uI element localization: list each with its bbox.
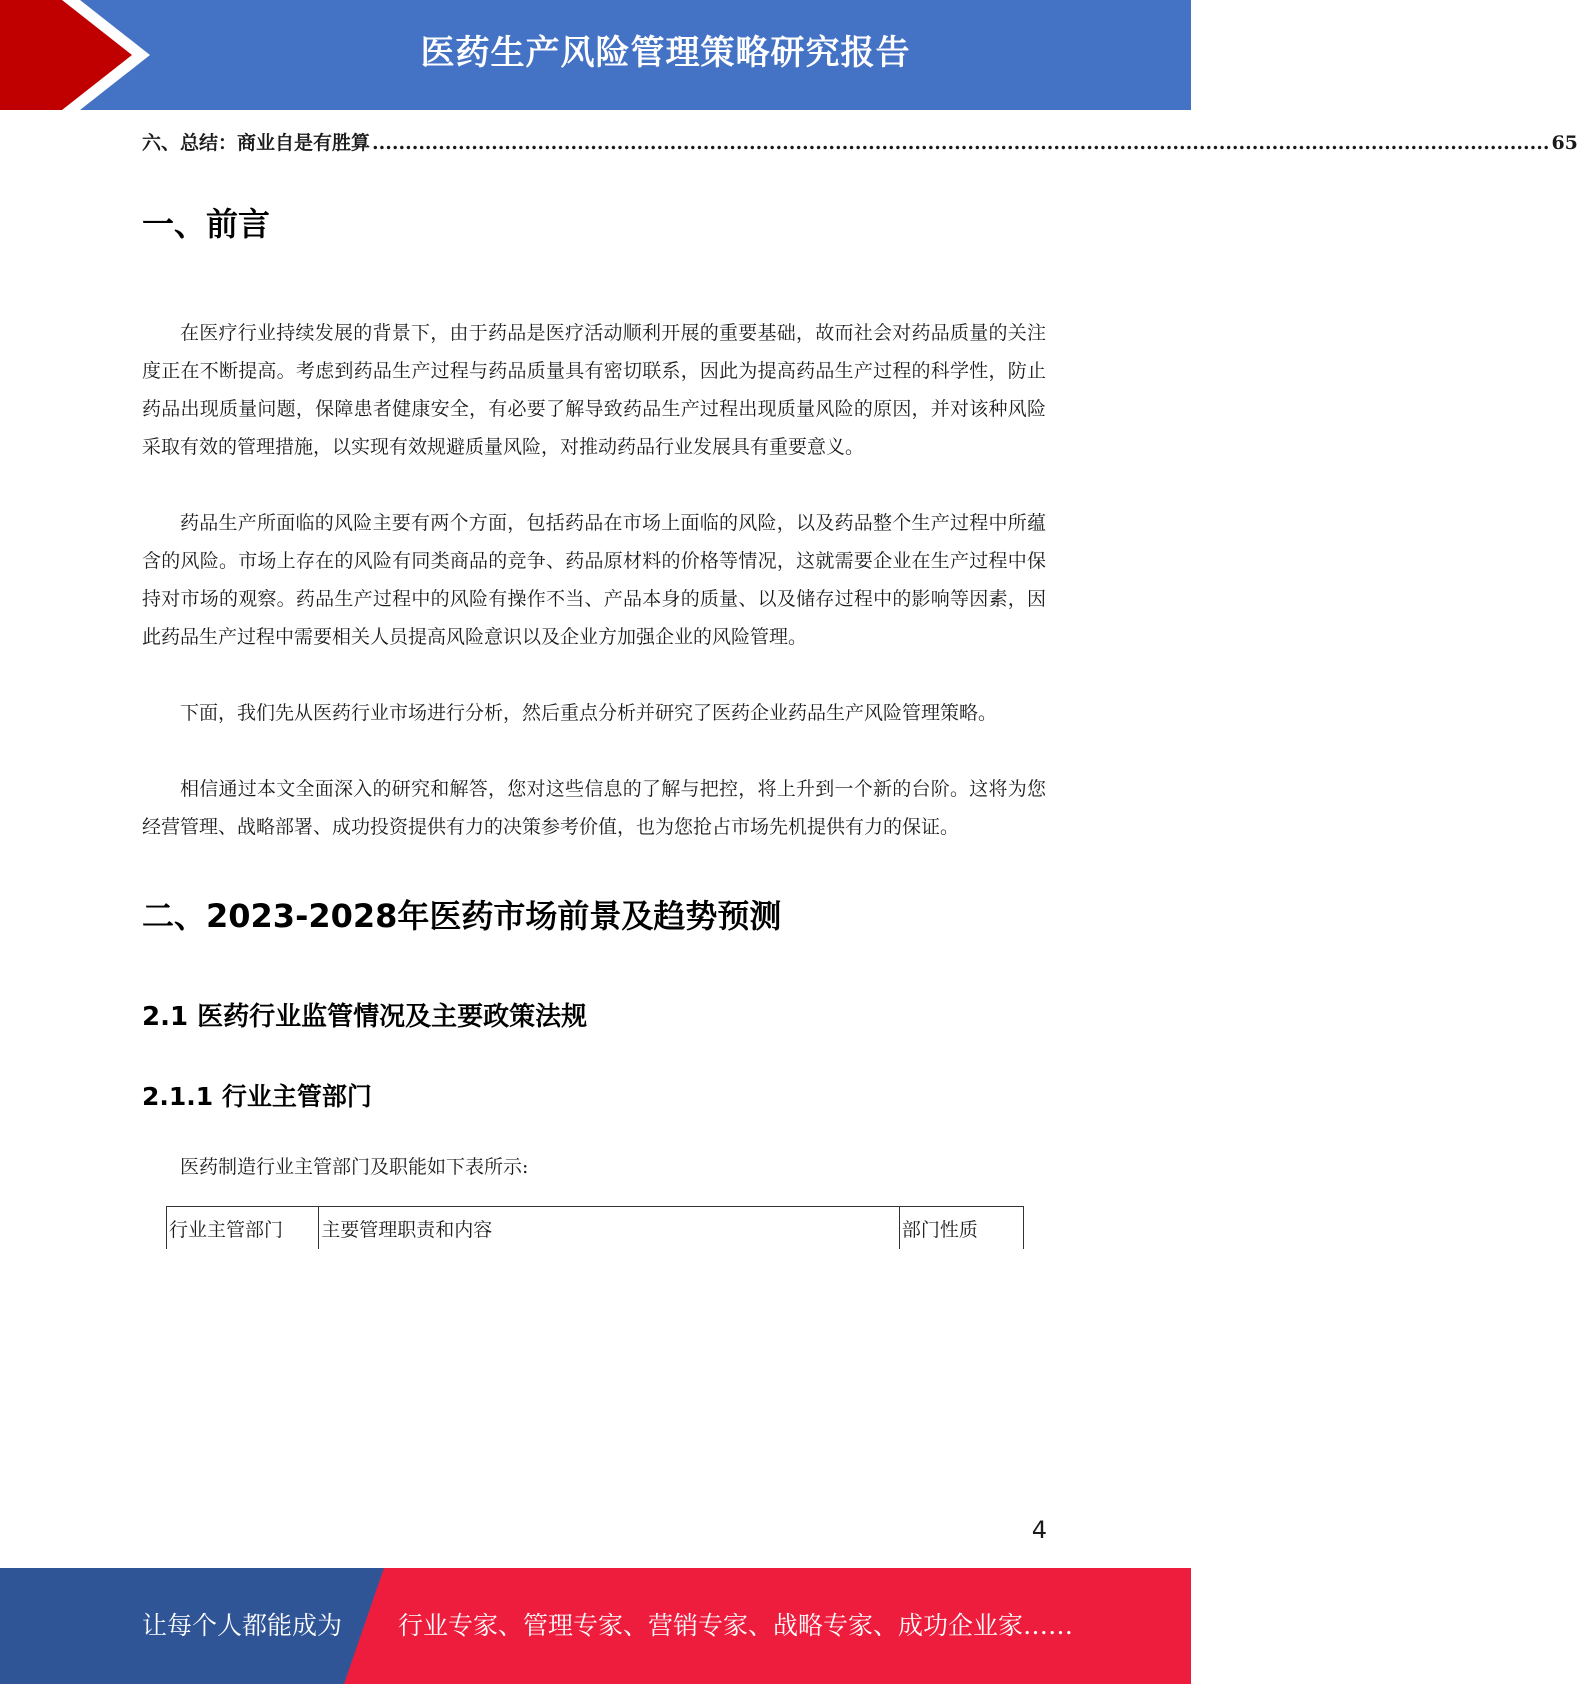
toc-entry-label: 六、总结：商业自是有胜算 xyxy=(142,132,371,154)
page-footer xyxy=(0,1568,1191,1684)
footer-slogan-right: 行业专家、管理专家、营销专家、战略专家、成功企业家…… xyxy=(398,1611,1074,1640)
section-heading-market-outlook: 二、2023-2028年医药市场前景及趋势预测 xyxy=(142,897,782,935)
page-header xyxy=(0,0,1191,110)
paragraph: 相信通过本文全面深入的研究和解答，您对这些信息的了解与把控，将上升到一个新的台阶。这将为您经营管理、战略部署、成功投资提供有力的决策参考价值，也为您抢占市场先机提供有力的保证。 xyxy=(142,778,1046,838)
page-number: 4 xyxy=(1031,1516,1047,1544)
paragraph: 下面，我们先从医药行业市场进行分析，然后重点分析并研究了医药企业药品生产风险管理策略。 xyxy=(180,702,998,724)
toc-entry[interactable] xyxy=(142,118,1578,168)
table-header-row xyxy=(167,1207,1024,1250)
section-heading-preface: 一、前言 xyxy=(142,205,271,243)
header-chevron-decoration xyxy=(0,0,160,110)
footer-slogan-left: 让每个人都能成为 xyxy=(142,1611,343,1640)
page-content xyxy=(142,118,1578,1249)
table-header-cell: 行业主管部门 xyxy=(167,1207,319,1250)
report-title: 医药生产风险管理策略研究报告 xyxy=(420,33,911,73)
table-intro-text: 医药制造行业主管部门及职能如下表所示: xyxy=(180,1156,529,1178)
toc-entry-page: 65 xyxy=(1551,132,1578,154)
toc-leader-dots: .................................................................................................................................................................................. xyxy=(372,132,1550,154)
paragraph: 在医疗行业持续发展的背景下，由于药品是医疗活动顺利开展的重要基础，故而社会对药品质量的关注度正在不断提高。考虑到药品生产过程与药品质量具有密切联系，因此为提高药品生产过程的科学性，防止药品出现质量问题，保障患者健康安全，有必要了解导致药品生产过程出现质量风险的原因，并对该种风险采取有效的管理措施，以实现有效规避质量风险，对推动药品行业发展具有重要意义。 xyxy=(142,322,1046,458)
subsection-heading-regulation: 2.1 医药行业监管情况及主要政策法规 xyxy=(142,1002,588,1032)
table-header-cell: 部门性质 xyxy=(899,1207,1023,1250)
subsubsection-heading-authorities: 2.1.1 行业主管部门 xyxy=(142,1082,372,1111)
authority-table xyxy=(166,1206,1024,1249)
paragraph: 药品生产所面临的风险主要有两个方面，包括药品在市场上面临的风险，以及药品整个生产过程中所蕴含的风险。市场上存在的风险有同类商品的竞争、药品原材料的价格等情况，这就需要企业在生产过程中保持对市场的观察。药品生产过程中的风险有操作不当、产品本身的质量、以及储存过程中的影响等因素，因此药品生产过程中需要相关人员提高风险意识以及企业方加强企业的风险管理。 xyxy=(142,512,1046,648)
table-header-cell: 主要管理职责和内容 xyxy=(319,1207,900,1250)
